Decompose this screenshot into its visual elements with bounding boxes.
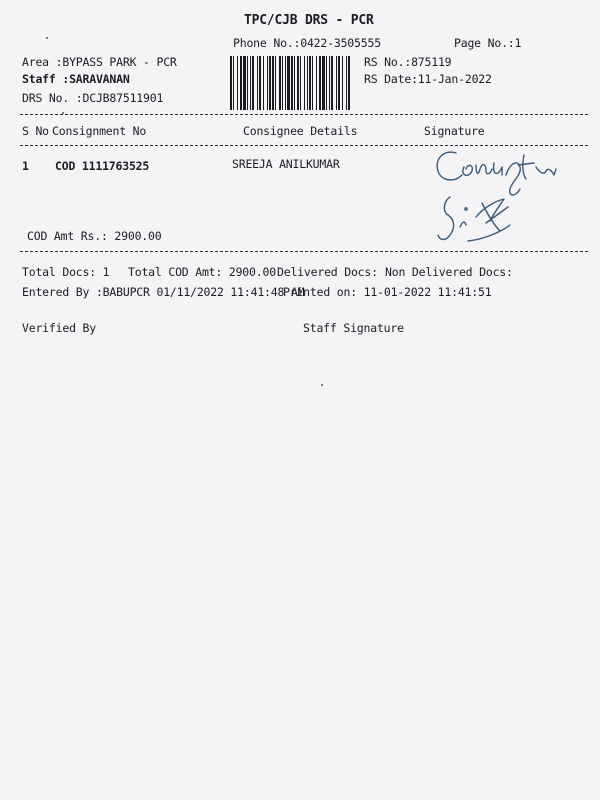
rs-date: RS Date:11-Jan-2022	[364, 72, 492, 86]
column-header-sno: S No	[22, 124, 49, 138]
scan-speck	[46, 37, 48, 39]
row-consignee-name: SREEJA ANILKUMAR	[232, 157, 340, 171]
column-header-signature: Signature	[424, 124, 485, 138]
row-sno: 1	[22, 159, 29, 173]
column-header-consignment: Consignment No	[52, 124, 147, 138]
non-delivered-docs: Non Delivered Docs:	[385, 265, 513, 279]
delivered-docs: Delivered Docs:	[277, 265, 378, 279]
row-consignment-number: COD 1111763525	[55, 159, 150, 173]
barcode	[229, 55, 353, 111]
verified-by-label: Verified By	[22, 321, 96, 335]
divider	[20, 114, 588, 115]
rs-number: RS No.:875119	[364, 55, 452, 69]
handwritten-signature	[430, 145, 570, 250]
divider	[20, 251, 588, 252]
area-label: Area :BYPASS PARK - PCR	[22, 55, 177, 69]
phone-number: Phone No.:0422-3505555	[233, 36, 381, 50]
drs-number: DRS No. :DCJB87511901	[22, 91, 164, 105]
scan-speck	[321, 384, 323, 386]
total-cod-amount: Total COD Amt: 2900.00	[128, 265, 276, 279]
scan-speck	[62, 112, 64, 114]
staff-label: Staff :SARAVANAN	[22, 72, 130, 86]
total-docs: Total Docs: 1	[22, 265, 110, 279]
column-header-consignee: Consignee Details	[243, 124, 358, 138]
document-title: TPC/CJB DRS - PCR	[244, 13, 374, 28]
entered-by: Entered By :BABUPCR 01/11/2022 11:41:48 AM	[22, 285, 305, 299]
cod-amount: COD Amt Rs.: 2900.00	[27, 229, 162, 243]
staff-signature-label: Staff Signature	[303, 321, 404, 335]
printed-on: Printed on: 11-01-2022 11:41:51	[283, 285, 492, 299]
page-number: Page No.:1	[454, 36, 522, 50]
